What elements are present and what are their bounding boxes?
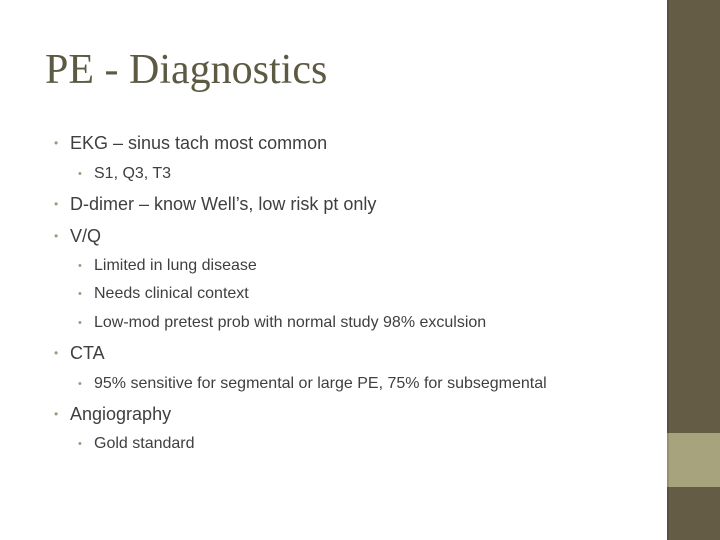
bullet-text: 95% sensitive for segmental or large PE, 75% for subsegmental <box>94 375 547 392</box>
bullet-dot-icon: • <box>54 346 59 360</box>
side-band-accent <box>667 433 720 487</box>
bullet-dot-icon: • <box>54 229 59 243</box>
slide-title: PE - Diagnostics <box>45 47 328 93</box>
bullet-dot-icon: • <box>54 407 59 421</box>
bullet-dot-icon: • <box>78 260 82 272</box>
bullet-dot-icon: • <box>78 288 82 300</box>
side-band-bottom <box>667 487 720 540</box>
bullet-dot-icon: • <box>78 168 82 180</box>
bullet-text: Needs clinical context <box>94 285 249 302</box>
side-decoration-band <box>667 0 720 540</box>
bullet-dot-icon: • <box>78 317 82 329</box>
bullet-text: V/Q <box>70 226 102 246</box>
bullet-dot-icon: • <box>54 136 59 150</box>
bullet-text: Gold standard <box>94 435 195 452</box>
bullet-text: Limited in lung disease <box>94 257 257 274</box>
bullet-text: S1, Q3, T3 <box>94 165 172 182</box>
bullet-dot-icon: • <box>54 197 59 211</box>
bullet-dot-icon: • <box>78 378 82 390</box>
bullet-text: Angiography <box>70 404 172 424</box>
bullet-text: CTA <box>70 343 105 363</box>
bullet-dot-icon: • <box>78 438 82 450</box>
bullet-text: D-dimer – know Well’s, low risk pt only <box>70 194 377 214</box>
side-band-edge <box>667 0 669 540</box>
side-band-top <box>667 0 720 433</box>
bullet-text: EKG – sinus tach most common <box>70 133 328 153</box>
bullet-text: Low-mod pretest prob with normal study 98% exculsion <box>94 314 487 331</box>
